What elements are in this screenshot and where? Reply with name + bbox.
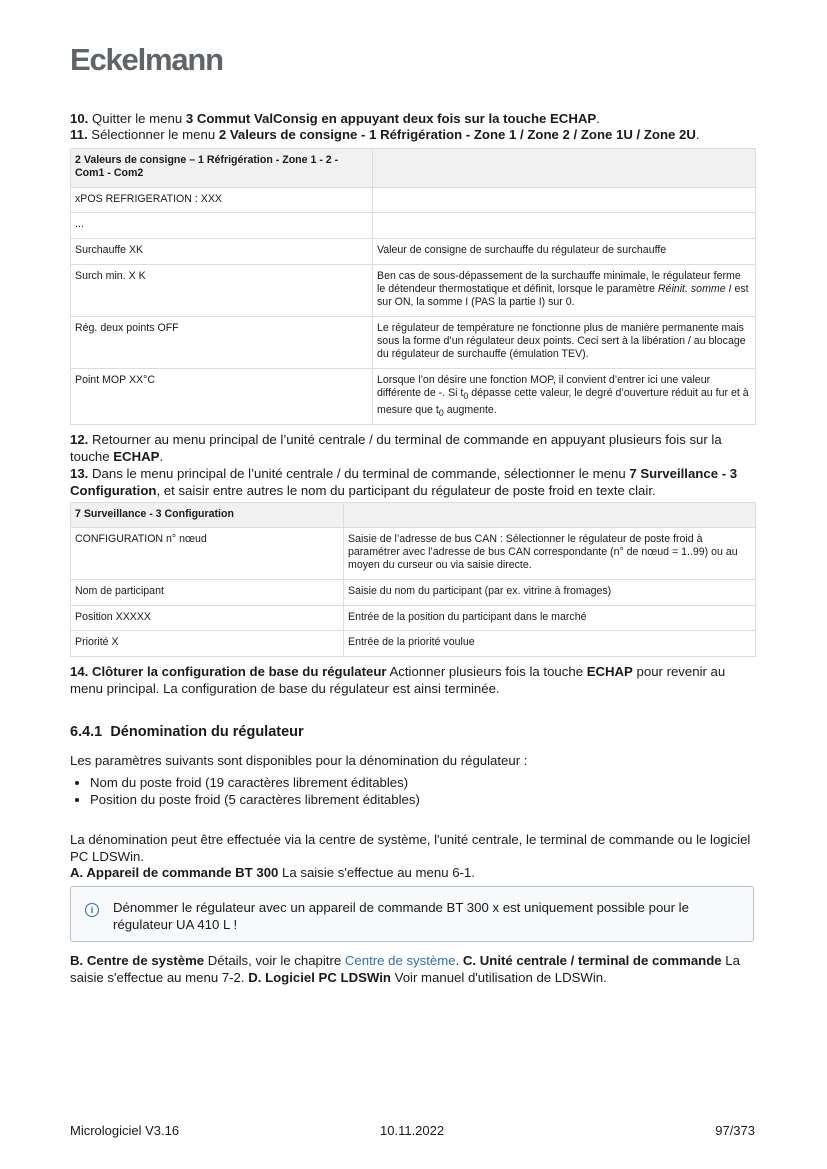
list-item: • Nom du poste froid (19 caractères librement éditables): [90, 775, 760, 792]
footer-version: Micrologiciel V3.16: [70, 1123, 180, 1138]
step-11: 11. Sélectionner le menu 2 Valeurs de consigne - 1 Réfrigération - Zone 1 / Zone 2 / Zone 1U / Zone 2U.: [70, 127, 700, 142]
table-row: ...: [71, 213, 756, 239]
table-row: Point MOP XX°C Lorsque l’on désire une fonction MOP, il convient d’entrer ici une valeur différente de -. Si $t_0$ dépasse cette valeur, le degré d’ouverture réduit au fur et à mesure que $t_0$ augmente.: [71, 369, 756, 425]
setpoints-table: [70, 148, 756, 425]
info-note: [70, 886, 754, 942]
table-row: Rég. deux points OFF Le régulateur de température ne fonctionne plus de manière permanente mais sous la forme d’un régulateur deux points. Ceci sert à la libération / au blocage du régulateur de surchauffe (émulation TEV).: [71, 317, 756, 369]
table-row: CONFIGURATION n° nœud Saisie de l’adresse de bus CAN : Sélectionner le régulateur de poste froid à paramétrer avec l’adresse de bus CAN correspondante (n° de nœud = 1..99) ou au moyen du curseur ou via saisie directe.: [71, 528, 756, 580]
link-centre-de-systeme[interactable]: Centre de système: [344, 953, 456, 968]
intro-text: Les paramètres suivants sont disponibles pour la dénomination du régulateur :: [70, 753, 528, 768]
section-heading: 6.4.1 Dénomination du régulateur: [70, 724, 304, 740]
footer-page-number: 97/373: [715, 1123, 755, 1138]
eckelmann-logo: Eckelmann: [70, 42, 223, 77]
step-13: 13. Dans le menu principal de l’unité centrale / du terminal de commande, sélectionner le menu 7 Surveillance - 3 Configuration, et saisir entre autres le nom du participant du régulateur de poste froid en texte clair.: [70, 466, 738, 498]
table-header: [344, 503, 756, 528]
paragraph-bcd: B. Centre de système Détails, voir le chapitre Centre de système. C. Unité centrale / terminal de commande La saisie s'effectue au menu 7-2. D. Logiciel PC LDSWin Voir manuel d'utilisation de LDSWin.: [70, 953, 740, 985]
table-row: xPOS REFRIGERATION : XXX: [71, 188, 756, 213]
step-10: 10. Quitter le menu 3 Commut ValConsig en appuyant deux fois sur la touche ECHAP.: [70, 111, 600, 126]
footer-date: 10.11.2022: [380, 1123, 445, 1138]
info-icon: i: [85, 903, 99, 917]
table-row: Position XXXXX Entrée de la position du participant dans le marché: [71, 606, 756, 631]
bullet-list: [70, 775, 760, 808]
table-header: 7 Surveillance - 3 Configuration: [71, 503, 344, 528]
step-12: 12. Retourner au menu principal de l’unité centrale / du terminal de commande en appuyant plusieurs fois sur la touche ECHAP.: [70, 432, 722, 464]
table-row: Surch min. X K Ben cas de sous-dépassement de la surchauffe minimale, le régulateur ferme le détendeur thermostatique et définit, lorsque le paramètre Réinit. somme I est sur ON, la somme I (PAS la partie I) sur 0.: [71, 265, 756, 317]
list-item: • Position du poste froid (5 caractères librement éditables): [90, 792, 760, 809]
paragraph: La dénomination peut être effectuée via la centre de système, l'unité centrale, le terminal de commande ou le logiciel PC LDSWin.: [70, 832, 751, 864]
table-row: Surchauffe XK Valeur de consigne de surchauffe du régulateur de surchauffe: [71, 239, 756, 265]
paragraph-a: A. Appareil de commande BT 300 La saisie s'effectue au menu 6-1.: [70, 865, 475, 880]
note-text: Dénommer le régulateur avec un appareil de commande BT 300 x est uniquement possible pour le régulateur UA 410 L !: [113, 900, 689, 932]
table-row: Nom de participant Saisie du nom du participant (par ex. vitrine à fromages): [71, 580, 756, 606]
step-14: 14. Clôturer la configuration de base du régulateur Actionner plusieurs fois la touche ECHAP pour revenir au menu principal. La configuration de base du régulateur est ainsi terminée.: [70, 664, 726, 696]
table-row: Priorité X Entrée de la priorité voulue: [71, 631, 756, 657]
configuration-table: [70, 502, 756, 657]
table-header: [373, 149, 756, 188]
table-header: 2 Valeurs de consigne – 1 Réfrigération - Zone 1 - 2 - Com1 - Com2: [71, 149, 373, 188]
